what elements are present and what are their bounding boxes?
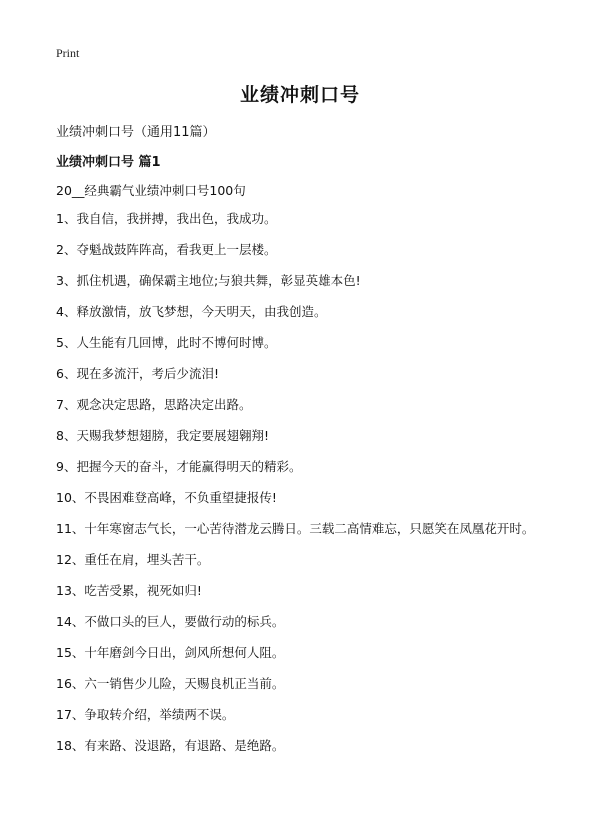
list-item: 7、观念决定思路，思路决定出路。: [56, 397, 252, 412]
slogan-list: [56, 210, 556, 768]
list-item: 16、六一销售少儿险，天赐良机正当前。: [56, 676, 285, 691]
list-item: 5、人生能有几回博，此时不博何时博。: [56, 335, 277, 350]
list-item: 11、十年寒窗志气长，一心苦待潜龙云腾日。三载二高情难忘，只愿笑在凤凰花开时。: [56, 521, 535, 536]
list-item: 14、不做口头的巨人，要做行动的标兵。: [56, 614, 285, 629]
list-item: 13、吃苦受累，视死如归!: [56, 583, 202, 598]
list-item: 4、释放激情，放飞梦想，今天明天，由我创造。: [56, 304, 327, 319]
list-item: 18、有来路、没退路，有退路、是绝路。: [56, 738, 285, 753]
section-heading: 业绩冲刺口号 篇1: [56, 155, 161, 170]
document-title: 业绩冲刺口号: [239, 84, 360, 106]
list-item: 17、争取转介绍，举绩两不误。: [56, 707, 235, 722]
list-item: 3、抓住机遇，确保霸主地位;与狼共舞，彰显英雄本色!: [56, 273, 361, 288]
list-item: 15、十年磨剑今日出，剑风所想何人阻。: [56, 645, 285, 660]
list-item: 6、现在多流汗，考后少流泪!: [56, 366, 219, 381]
list-item: 1、我自信，我拼搏，我出色，我成功。: [56, 211, 277, 226]
list-item: 2、夺魁战鼓阵阵高，看我更上一层楼。: [56, 242, 277, 257]
list-item: 9、把握今天的奋斗，才能赢得明天的精彩。: [56, 459, 302, 474]
list-item: 8、天赐我梦想翅膀，我定要展翅翱翔!: [56, 428, 269, 443]
list-item: 12、重任在肩，埋头苦干。: [56, 552, 210, 567]
document-subtitle: 业绩冲刺口号（通用11篇）: [56, 125, 216, 140]
intro-line: 20__经典霸气业绩冲刺口号100句: [56, 183, 246, 198]
list-item: 10、不畏困难登高峰，不负重望捷报传!: [56, 490, 277, 505]
print-link[interactable]: Print: [56, 46, 80, 60]
